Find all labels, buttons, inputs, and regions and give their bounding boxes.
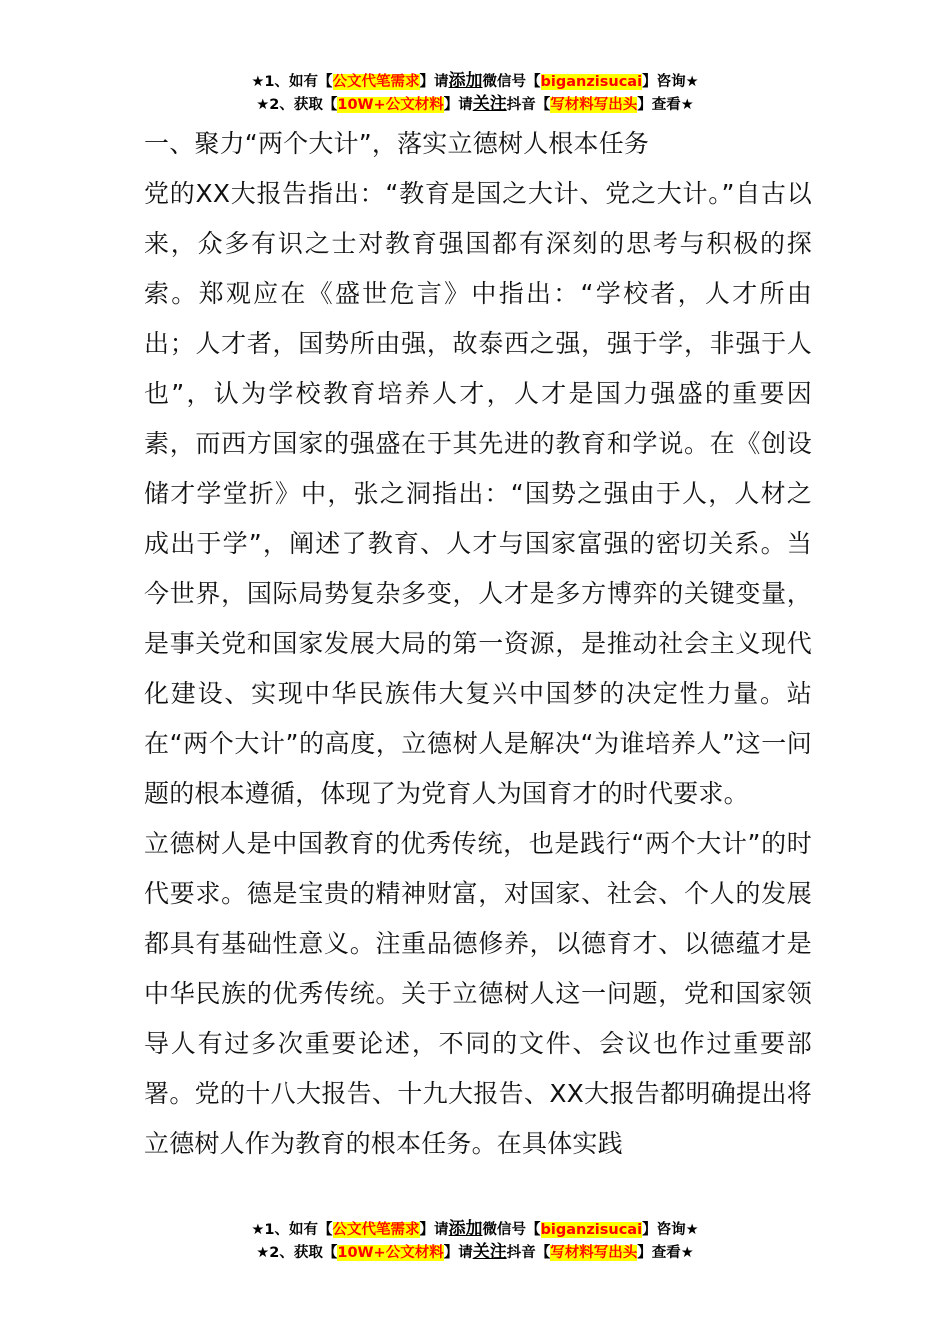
banner-text: 】咨询★ <box>642 1222 699 1238</box>
banner-text: 】请 <box>419 74 449 90</box>
banner-text: 】请 <box>419 1222 449 1238</box>
banner-line-1 <box>0 1218 950 1241</box>
banner-douyin-id: 写材料写出头 <box>550 97 638 113</box>
banner-text: 抖音【 <box>506 1245 551 1261</box>
banner-highlight: 公文代笔需求 <box>332 74 420 90</box>
banner-text: 】请 <box>443 97 473 113</box>
banner-emphasis: 添加 <box>448 1219 483 1239</box>
banner-emphasis: 添加 <box>448 71 483 91</box>
banner-text: 】查看★ <box>637 1245 694 1261</box>
banner-text: 微信号【 <box>482 74 541 90</box>
banner-wechat-id: biganzisucai <box>540 74 643 90</box>
header-banner <box>0 70 950 116</box>
banner-text: 抖音【 <box>506 97 551 113</box>
banner-line-2 <box>0 1241 950 1264</box>
banner-highlight: 10W+公文材料 <box>337 1245 444 1261</box>
banner-text: ★1、如有【 <box>251 1222 333 1238</box>
banner-text: 】请 <box>443 1245 473 1261</box>
banner-text: 】咨询★ <box>642 74 699 90</box>
paragraph-2: 立德树人是中国教育的优秀传统，也是践行“两个大计”的时代要求。德是宝贵的精神财富，对国家、社会、个人的发展都具有基础性意义。注重品德修养，以德育才、以德蕴才是中华民族的优秀传统。关于立德树人这一问题，党和国家领导人有过多次重要论述，不同的文件、会议也作过重要部署。党的十八大报告、十九大报告、XX大报告都明确提出将立德树人作为教育的根本任务。在具体实践 <box>144 829 812 1158</box>
banner-text: ★2、获取【 <box>256 97 338 113</box>
banner-text: 】查看★ <box>637 97 694 113</box>
banner-wechat-id: biganzisucai <box>540 1222 643 1238</box>
banner-text: 微信号【 <box>482 1222 541 1238</box>
banner-emphasis: 关注 <box>472 1242 507 1262</box>
banner-highlight: 公文代笔需求 <box>332 1222 420 1238</box>
banner-douyin-id: 写材料写出头 <box>550 1245 638 1261</box>
section-heading: 一、聚力“两个大计”，落实立德树人根本任务 <box>144 129 650 158</box>
banner-line-2 <box>0 93 950 116</box>
paragraph-1: 党的XX大报告指出：“教育是国之大计、党之大计。”自古以来，众多有识之士对教育强国都有深刻的思考与积极的探索。郑观应在《盛世危言》中指出：“学校者，人才所由出；人才者，国势所由强，故泰西之强，强于学，非强于人也”，认为学校教育培养人才，人才是国力强盛的重要因素，而西方国家的强盛在于其先进的教育和学说。在《创设储才学堂折》中，张之洞指出：“国势之强由于人，人材之成出于学”，阐述了教育、人才与国家富强的密切关系。当今世界，国际局势复杂多变，人才是多方博弈的关键变量，是事关党和国家发展大局的第一资源，是推动社会主义现代化建设、实现中华民族伟大复兴中国梦的决定性力量。站在“两个大计”的高度，立德树人是解决“为谁培养人”这一问题的根本遵循，体现了为党育人为国育才的时代要求。 <box>144 179 812 808</box>
footer-banner <box>0 1218 950 1264</box>
banner-line-1 <box>0 70 950 93</box>
banner-emphasis: 关注 <box>472 94 507 114</box>
banner-text: ★2、获取【 <box>256 1245 338 1261</box>
banner-highlight: 10W+公文材料 <box>337 97 444 113</box>
banner-text: ★1、如有【 <box>251 74 333 90</box>
document-body <box>144 119 812 1169</box>
